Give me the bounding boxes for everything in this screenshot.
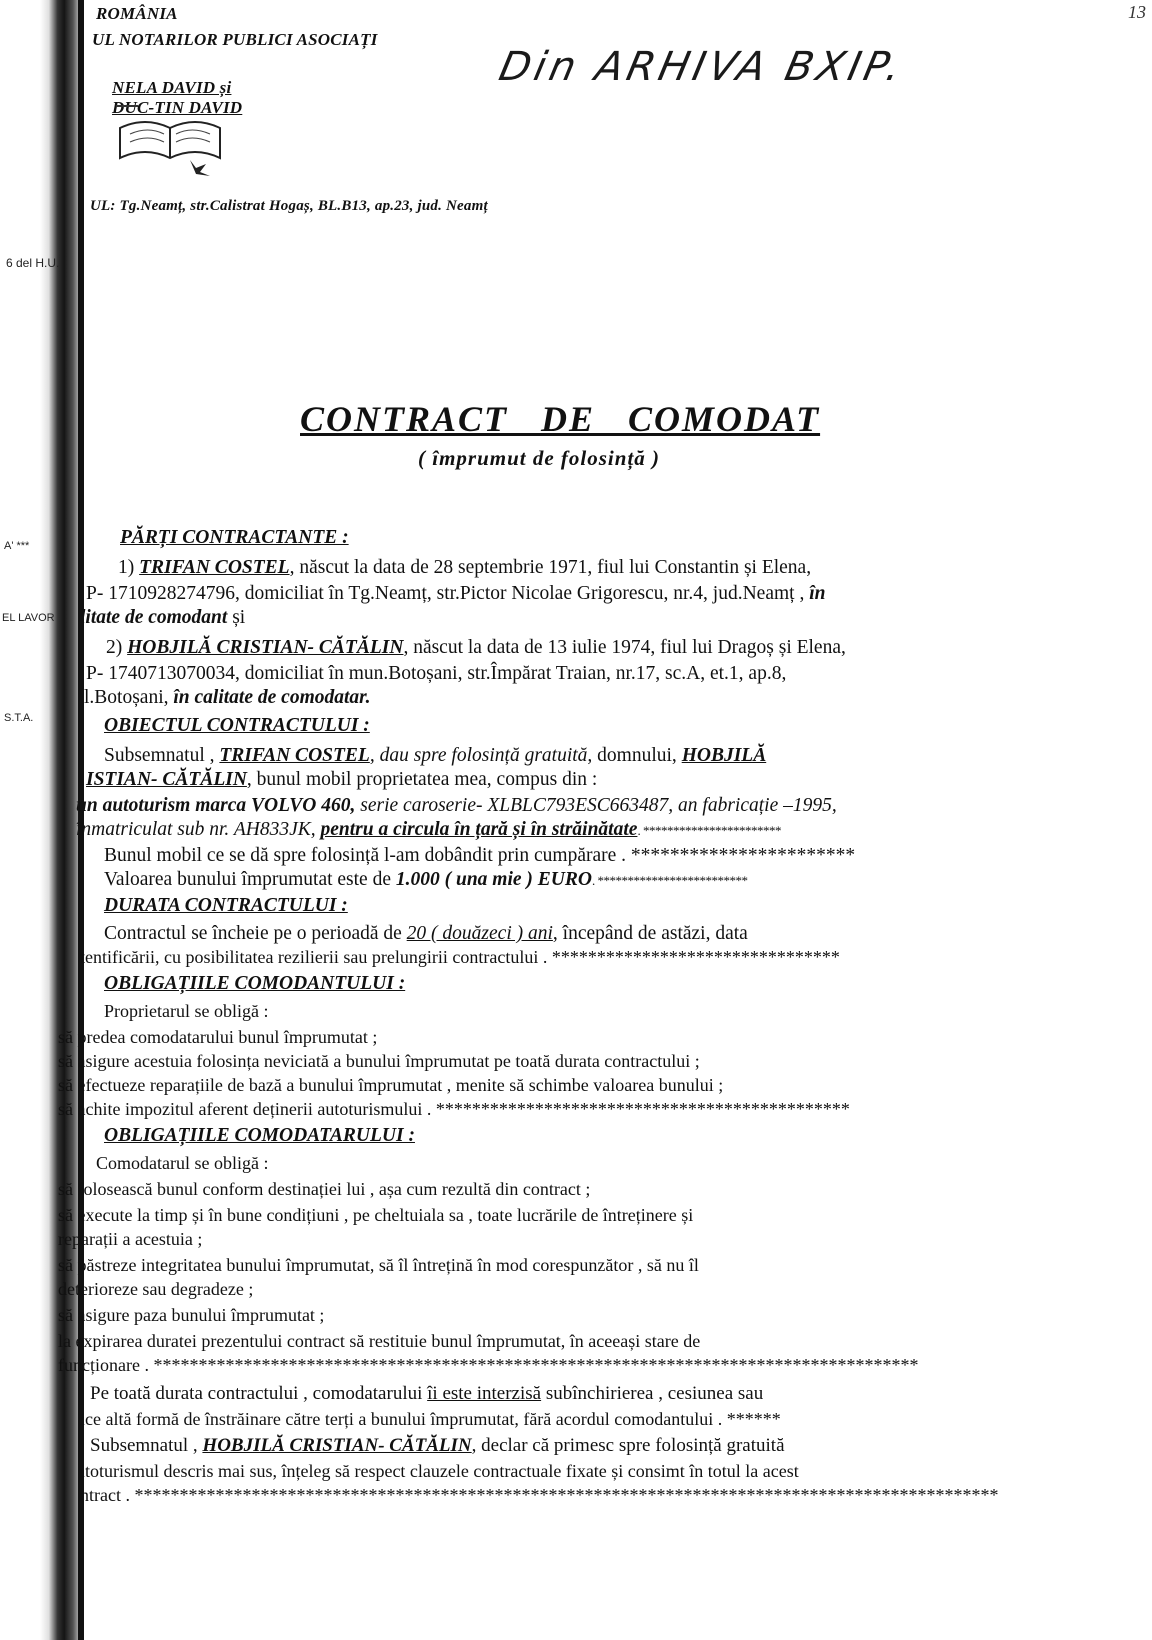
margin-fragment: EL LAVOR: [2, 612, 55, 624]
borrower-obligations-intro: Comodatarul se obligă :: [96, 1153, 269, 1173]
lender-obligation-item: să predea comodatarului bunul împrumutat ;: [58, 1027, 378, 1047]
object-line-5: Bunul mobil ce se dă spre folosință l-am dobândit prin cumpărare . ***********************: [104, 845, 856, 866]
borrower-obligation-item: să păstreze integritatea bunului împrumutat, să îl întrețină în mod corespunzător , să nu îl: [58, 1255, 699, 1275]
borrower-obligation-item: să asigure paza bunului împrumutat ;: [58, 1305, 325, 1325]
margin-fragment: A' ***: [4, 540, 30, 552]
section-heading-lender-obligations: OBLIGAȚIILE COMODANTULUI :: [104, 973, 406, 994]
document-title: CONTRACT DE COMODAT: [300, 399, 821, 439]
header-notary-1: NELA DAVID și: [112, 78, 232, 97]
duration-line-1: Contractul se încheie pe o perioadă de 20 ( douăzeci ) ani, începând de astăzi, data: [104, 923, 748, 944]
borrower-obligation-item-cont: deterioreze sau degradeze ;: [58, 1279, 254, 1299]
final-paragraph-line: Pe toată durata contractului , comodatarului îi este interzisă subînchirierea , cesiunea sau: [90, 1383, 764, 1404]
party-1-line-1: 1) TRIFAN COSTEL, născut la data de 28 septembrie 1971, fiul lui Constantin și Elena,: [118, 557, 812, 578]
document-subtitle: ( împrumut de folosință ): [418, 446, 661, 470]
book-seal-icon: [110, 98, 230, 176]
lender-obligation-item: să efectueze reparațiile de bază a bunului împrumutat , menite să schimbe valoarea bunului ;: [58, 1075, 724, 1095]
section-heading-duration: DURATA CONTRACTULUI :: [104, 895, 348, 916]
lender-obligation-item: să asigure acestuia folosința neviciată a bunului împrumutat pe toată durata contractului ;: [58, 1051, 700, 1071]
object-line-1: Subsemnatul , TRIFAN COSTEL, dau spre folosință gratuită, domnului, HOBJILĂ: [104, 745, 767, 766]
handwritten-archive-note: Din ARHIVA BXIP.: [495, 44, 909, 90]
margin-fragment: S.T.A.: [4, 712, 34, 724]
final-paragraph-line: ice altă formă de înstrăinare către terți a bunului împrumutat, fără acordul comodantului . ******: [80, 1409, 781, 1429]
object-line-3: un autoturism marca VOLVO 460, serie caroserie- XLBLC793ESC663487, an fabricație –1995,: [76, 795, 837, 816]
party-1-name: TRIFAN COSTEL: [139, 557, 290, 578]
party-2-name: HOBJILĂ CRISTIAN- CĂTĂLIN: [127, 637, 404, 658]
final-paragraph-line: ntract . ************************************************************************************************: [80, 1485, 999, 1505]
object-line-2: ISTIAN- CĂTĂLIN, bunul mobil proprietatea mea, compus din :: [86, 769, 598, 790]
header-address: UL: Tg.Neamț, str.Calistrat Hogaș, BL.B13, ap.23, jud. Neamț: [90, 198, 488, 214]
section-heading-parties: PĂRȚI CONTRACTANTE :: [120, 527, 349, 548]
party-2-line-1: 2) HOBJILĂ CRISTIAN- CĂTĂLIN, născut la data de 13 iulie 1974, fiul lui Dragoș și Elena,: [106, 637, 846, 658]
lender-obligations-intro: Proprietarul se obligă :: [104, 1001, 269, 1021]
party-2-line-2: P- 1740713070034, domiciliat în mun.Botoșani, str.Împărat Traian, nr.17, sc.A, et.1, ap.8,: [86, 663, 787, 684]
lender-obligation-item: să achite impozitul aferent deținerii autoturismului . **********************************************: [58, 1099, 850, 1119]
duration-line-2: tentificării, cu posibilitatea rezilierii sau prelungirii contractului . ********************************: [80, 947, 840, 967]
party-1-line-3: litate de comodant și: [80, 607, 246, 628]
section-heading-borrower-obligations: OBLIGAȚIILE COMODATARULUI :: [104, 1125, 415, 1146]
party-2-line-3: l.Botoșani, în calitate de comodatar.: [84, 687, 371, 708]
margin-fragment: 6 del H.U.: [6, 256, 60, 270]
borrower-obligation-item-cont: reparații a acestuia ;: [58, 1229, 203, 1249]
object-line-4: înmatriculat sub nr. AH833JK, pentru a circula în țară și în străinătate. ***********************: [76, 819, 781, 840]
borrower-obligation-item: să folosească bunul conform destinației lui , așa cum rezultă din contract ;: [58, 1179, 591, 1199]
object-line-6: Valoarea bunului împrumutat este de 1.000 ( una mie ) EURO. *************************: [104, 869, 748, 890]
header-notary-2: DUC-TIN DAVID: [112, 98, 243, 117]
header-office: UL NOTARILOR PUBLICI ASOCIAȚI: [92, 30, 378, 49]
final-paragraph-line: itoturismul descris mai sus, înțeleg să respect clauzele contractuale fixate și consimt în totul la acest: [80, 1461, 799, 1481]
final-paragraph-line: Subsemnatul , HOBJILĂ CRISTIAN- CĂTĂLIN, declar că primesc spre folosință gratuită: [90, 1435, 785, 1456]
party-1-line-2: P- 1710928274796, domiciliat în Tg.Neamț, str.Pictor Nicolae Grigorescu, nr.4, jud.Neamț , în: [86, 583, 826, 604]
borrower-obligation-item: să execute la timp și în bune condițiuni , pe cheltuiala sa , toate lucrările de întreținere și: [58, 1205, 694, 1225]
header-country: ROMÂNIA: [96, 4, 178, 23]
section-heading-object: OBIECTUL CONTRACTULUI :: [104, 715, 370, 736]
page-number: 13: [1128, 2, 1146, 22]
borrower-obligation-item-cont: funcționare . *************************************************************************************: [58, 1355, 919, 1375]
borrower-obligation-item: la expirarea duratei prezentului contract să restituie bunul împrumutat, în aceeași stare de: [58, 1331, 701, 1351]
